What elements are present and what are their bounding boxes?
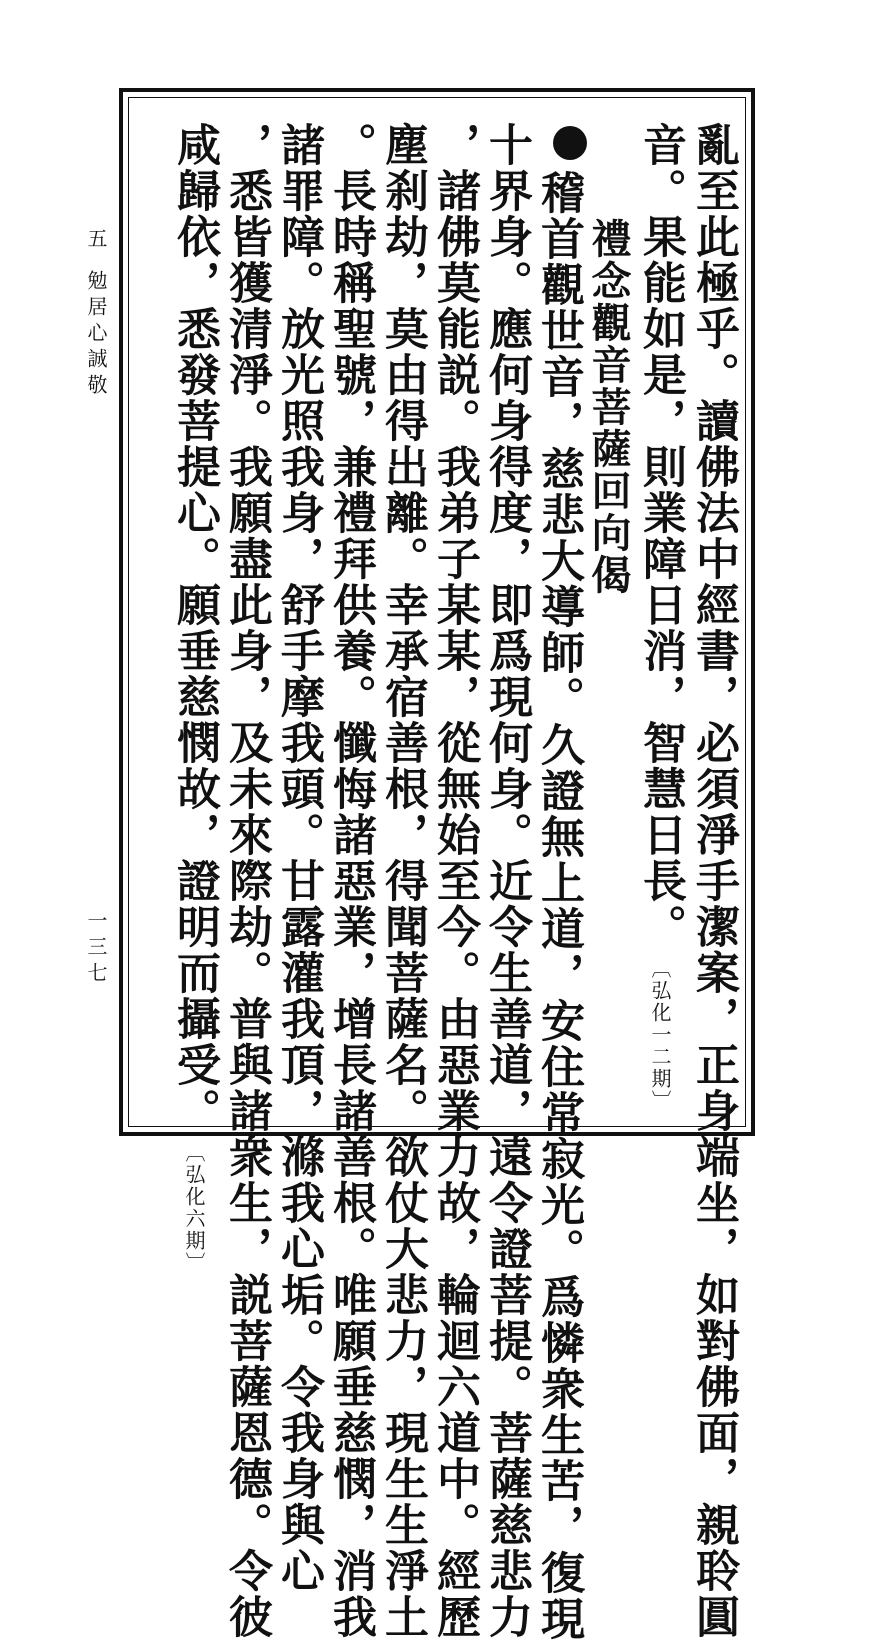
source-note: 〔弘化一二期〕 (648, 958, 672, 1112)
text-segment: 稽首觀世音，慈悲大導師。久證無上道，安住常寂光。爲憐衆生苦，復現 (533, 170, 584, 1642)
text-column (632, 122, 688, 1112)
text-column: 十界身。應何身得度，即爲現何身。近令生善道，遠令證菩提。菩薩慈悲力 (481, 122, 532, 1640)
bullet-icon (553, 126, 587, 160)
text-column: 諸罪障。放光照我身，舒手摩我頭。甘露灌我頂，滌我心垢。令我身與心 (273, 122, 324, 1594)
text-column: 亂至此極乎。讀佛法中經書，必須淨手潔案，正身端坐，如對佛面，親聆圓 (688, 122, 739, 1640)
text-column: 。長時稱聖號，兼禮拜供養。懺悔諸惡業，增長諸善根。唯願垂慈憫，消我 (325, 122, 376, 1640)
text-column (530, 122, 587, 1642)
text-column: ，諸佛莫能説。我弟子某某，從無始至今。由惡業力故，輪迴六道中。經歷 (429, 122, 480, 1640)
text-column: ，悉皆獲清淨。我願盡此身，及未來際劫。普與諸衆生，説菩薩恩德。令彼 (221, 122, 272, 1640)
text-column: 塵刹劫，莫由得出離。幸承宿善根，得聞菩薩名。欲仗大悲力，現生生淨土 (377, 122, 428, 1640)
chapter-number: 五 (84, 228, 108, 254)
text-segment: 咸歸依，悉發菩提心。願垂慈憫故，證明而攝受。 (169, 122, 220, 1134)
chapter-title: 勉居心誠敬 (84, 270, 108, 400)
text-column (166, 122, 222, 1274)
page-number: 一三七 (84, 910, 108, 988)
text-segment: 音。果能如是，則業障日消，智慧日長。 (635, 122, 686, 950)
source-note: 〔弘化六期〕 (182, 1142, 206, 1274)
verse-title: 禮念觀音菩薩回向偈 (585, 218, 632, 596)
